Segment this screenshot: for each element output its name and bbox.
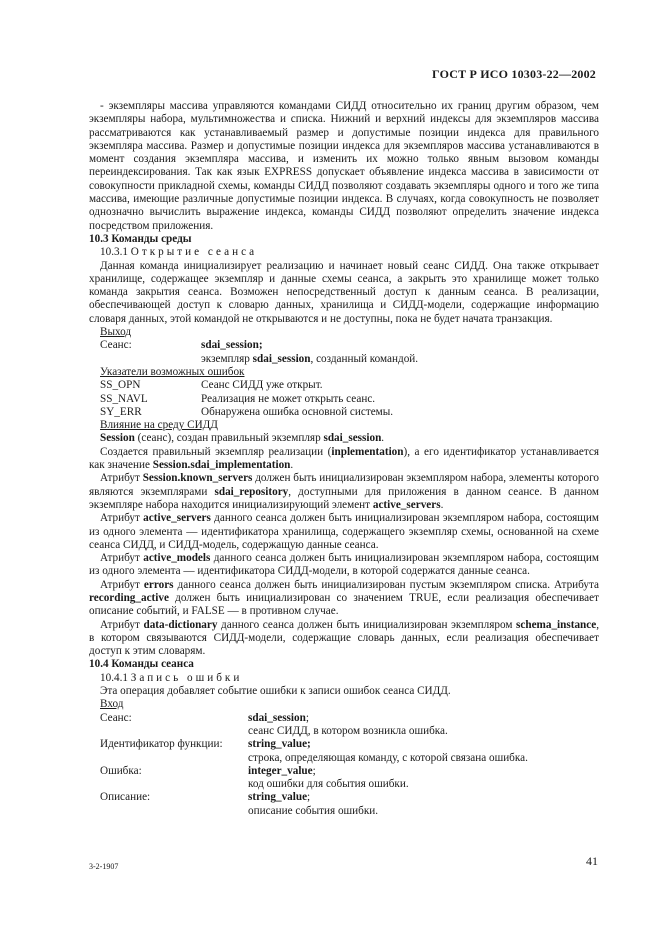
param-label: Описание: [100, 791, 151, 804]
record-error-paragraph: Эта операция добавляет событие ошибки к записи ошибок сеанса СИДД. [100, 685, 451, 698]
output-label: Выход [100, 326, 132, 339]
effect-paragraph-5: Атрибут active_models данного сеанса должен быть инициализирован экземпляром набора, состоящим из одного элемента — идентификатора СИДД-модели, в которой содержатся данные сеанса. [89, 552, 599, 578]
param-row [89, 791, 599, 804]
page-number: 41 [586, 854, 598, 868]
output-session-type: sdai_session; [201, 339, 263, 352]
errors-label: Указатели возможных ошибок [100, 365, 245, 378]
output-session-label: Сеанс: [100, 339, 132, 352]
param-label: Сеанс: [100, 711, 132, 724]
section-10-4-heading: 10.4 Команды сеанса [89, 658, 194, 671]
output-session-row [89, 339, 599, 352]
param-row [89, 712, 599, 725]
param-type: sdai_session; [248, 711, 309, 724]
print-code: 3-2-1907 [89, 862, 119, 871]
subsection-title: Открытие сеанса [130, 246, 258, 259]
subsection-10-4-1-heading [89, 672, 599, 685]
effect-paragraph-6: Атрибут errors данного сеанса должен быть инициализирован пустым экземпляром списка. Атрибута recording_active должен быть инициализирован со значением TRUE, если реализация обеспечивает описание событий, и FALSE — в противном случае. [89, 578, 599, 618]
page-body [89, 100, 599, 818]
param-row [89, 765, 599, 778]
section-10-3-heading: 10.3 Команды среды [89, 232, 192, 245]
effect-paragraph-2: Создается правильный экземпляр реализации (inplementation), а его идентификатор устанавливается как значение Session.sdai_implementation. [89, 445, 599, 472]
subsection-title: Запись ошибки [130, 671, 243, 684]
output-session-description: экземпляр sdai_session, созданный командой. [201, 352, 419, 365]
param-type: string_value; [248, 738, 311, 751]
subsection-number: 10.3.1 [100, 246, 128, 259]
param-type: integer_value; [248, 764, 316, 777]
error-code: SS_NAVL [100, 392, 148, 405]
param-description: описание события ошибки. [248, 804, 379, 817]
param-type: string_value; [248, 791, 311, 804]
error-code: SS_OPN [100, 379, 141, 392]
effect-paragraph-1: Session (сеанс), создан правильный экземпляр sdai_session. [100, 432, 385, 445]
effect-paragraph-3: Атрибут Session.known_servers должен быть инициализирован экземпляром набора, элементы которого являются экземплярами sdai_repository, доступными для приложения в данном сеансе. В данном экземпляре набора находится инициализирующий элемент active_servers. [89, 472, 599, 511]
standard-header: ГОСТ Р ИСО 10303-22—2002 [432, 67, 596, 81]
subsection-number: 10.4.1 [100, 671, 128, 684]
subsection-10-3-1-heading [89, 246, 599, 259]
error-code: SY_ERR [100, 405, 142, 418]
input-label: Вход [100, 698, 124, 711]
param-description: строка, определяющая команду, с которой связана ошибка. [248, 751, 528, 764]
error-text: Обнаружена ошибка основной системы. [201, 405, 394, 418]
param-row [89, 738, 599, 751]
error-row [89, 406, 599, 419]
param-label: Идентификатор функции: [100, 738, 223, 751]
effect-paragraph-4: Атрибут active_servers данного сеанса должен быть инициализирован экземпляром набора, состоящим из одного элемента — идентификатора хранилища, содержащего экземпляр схемы, основанной на схеме сеанса СИДД, и СИДД-модель, содержащую данные сеанса. [89, 512, 599, 551]
param-label: Ошибка: [100, 764, 142, 777]
effect-label: Влияние на среду СИДД [100, 419, 218, 432]
error-row [89, 379, 599, 392]
param-description: код ошибки для события ошибки. [248, 778, 409, 791]
error-row [89, 393, 599, 406]
param-description: сеанс СИДД, в котором возникла ошибка. [248, 724, 448, 737]
error-text: Сеанс СИДД уже открыт. [201, 379, 323, 392]
error-text: Реализация не может открыть сеанс. [201, 392, 376, 405]
open-session-paragraph: Данная команда инициализирует реализацию и начинает новый сеанс СИДД. Она также открывает хранилище, содержащее экземпляр и данные схемы сеанса, а закрыть это хранилище может только команда закрытия сеанса. Возможен непосредственный доступ к данным сеанса. В реализации, обеспечивающей доступ к словарю данных, хранилища и СИДД-модели, содержащие информацию словаря данных, этой командой не открываются и не доступны, пока не будет начата транзакция. [89, 259, 599, 325]
effect-paragraph-7: Атрибут data-dictionary данного сеанса должен быть инициализирован экземпляром schema_instance, в котором связываются СИДД-модели, содержащие словарь данных, если реализация обеспечивает доступ к этим словарям. [89, 618, 599, 658]
intro-paragraph: - экземпляры массива управляются командами СИДД относительно их границ другим образом, чем экземпляры набора, мультимножества и списка. Нижний и верхний индексы для экземпляров массива рассматриваются как устанавливаемый размер и допустимые позиции индекса для правильного экземпляра массива. Размер и допустимые позиции индекса для экземпляров массива устанавливаются в момент создания экземпляра массива, и изменить их можно только явным вызовом команды переиндексирования. Так как язык EXPRESS допускает объявление индекса массива в зависимости от совокупности прикладной схемы, команды СИДД позволяют создавать экземпляры одного и того же типа массива, имеющие различные допустимые позиции индекса. В случаях, когда совокупность не позволяет однозначно вычислить выражение индекса, команды СИДД позволяют определить значение индекса посредством приложения. [89, 100, 599, 232]
